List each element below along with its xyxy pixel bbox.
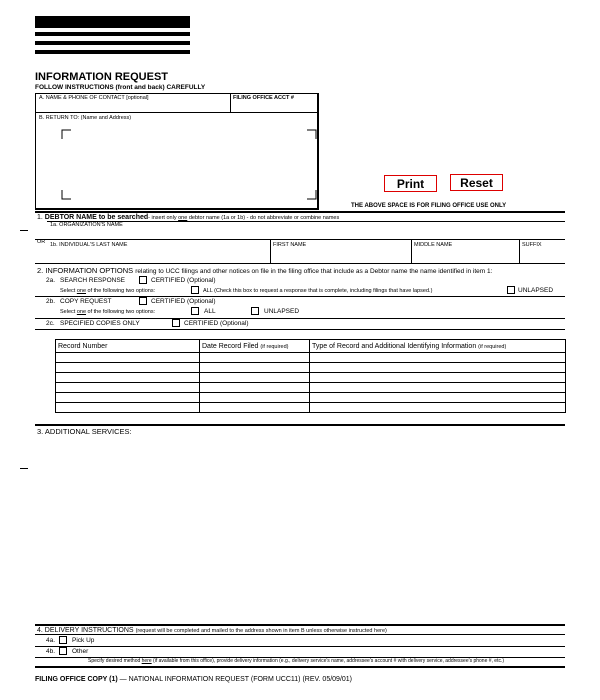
header-bar-2 <box>35 32 190 36</box>
specified-num: 2c. <box>46 320 55 327</box>
middle-name-divider <box>411 239 412 263</box>
footer-form-text: — NATIONAL INFORMATION REQUEST (FORM UCC11) (REV. 05/09/01) <box>117 676 352 683</box>
record-type-header-text: Type of Record and Additional Identifying Information <box>312 342 477 350</box>
footer-text <box>35 676 352 683</box>
debtor-note-one: one <box>178 215 188 221</box>
search-bottom-rule <box>35 296 565 297</box>
record-number-cell[interactable] <box>56 393 200 403</box>
middle-name-input[interactable] <box>414 252 515 260</box>
contact-input[interactable] <box>39 103 225 111</box>
search-certified-checkbox[interactable] <box>139 276 147 284</box>
specify-here: here <box>141 658 152 664</box>
search-select-one: one <box>76 288 87 294</box>
date-filed-header-text: Date Record Filed <box>202 342 259 350</box>
header-bar-1 <box>35 16 190 28</box>
specified-certified-label: CERTIFIED (Optional) <box>184 320 249 327</box>
section-1-top-rule <box>35 211 565 213</box>
debtor-title: DEBTOR NAME to be searched <box>44 214 149 221</box>
contact-divider <box>35 112 319 113</box>
records-header-row <box>56 340 566 353</box>
debtor-num: 1. <box>37 214 43 221</box>
instructions-text: FOLLOW INSTRUCTIONS (front and back) CAREFULLY <box>35 84 206 91</box>
middle-name-label: MIDDLE NAME <box>414 242 453 248</box>
date-filed-header <box>200 340 310 353</box>
return-to-input[interactable] <box>60 127 310 199</box>
reset-button[interactable]: Reset <box>450 174 503 191</box>
date-filed-header-note: (if required) <box>260 343 289 350</box>
options-heading <box>37 267 492 276</box>
suffix-divider <box>519 239 520 263</box>
date-filed-cell[interactable] <box>200 403 310 413</box>
record-number-cell[interactable] <box>56 383 200 393</box>
other-label: Other <box>72 648 89 655</box>
date-filed-cell[interactable] <box>200 383 310 393</box>
search-label: SEARCH RESPONSE <box>60 277 126 284</box>
pickup-bottom-rule <box>35 646 565 647</box>
table-row <box>56 363 566 373</box>
options-title-rest: relating to UCC filings and other notices on file in the filing office that include as a Debtor name the name identified in item 1: <box>135 268 493 275</box>
page-title: INFORMATION REQUEST <box>35 71 169 83</box>
copy-select-pre: Select <box>60 309 77 315</box>
section-4-top-rule <box>35 624 565 626</box>
date-filed-cell[interactable] <box>200 353 310 363</box>
other-checkbox[interactable] <box>59 647 67 655</box>
record-type-cell[interactable] <box>310 373 566 383</box>
bracket-bottom-right-icon <box>307 190 317 200</box>
copy-select-note <box>60 310 155 316</box>
header-bar-4 <box>35 50 190 54</box>
record-type-cell[interactable] <box>310 363 566 373</box>
record-number-header-text: Record Number <box>58 342 108 350</box>
table-row <box>56 373 566 383</box>
delivery-note: (request will be completed and mailed to the address shown in item B unless otherwise instructed here) <box>135 628 387 634</box>
footer-copy: FILING OFFICE COPY (1) <box>35 676 118 683</box>
table-row <box>56 353 566 363</box>
or-label: OR <box>37 239 46 245</box>
table-row <box>56 393 566 403</box>
date-filed-cell[interactable] <box>200 373 310 383</box>
specify-note <box>88 659 504 664</box>
copy-unlapsed-checkbox[interactable] <box>251 307 259 315</box>
org-name-label: 1a. ORGANIZATION'S NAME <box>50 222 123 228</box>
copy-certified-checkbox[interactable] <box>139 297 147 305</box>
table-row <box>56 403 566 413</box>
specified-bottom-rule <box>35 329 565 330</box>
margin-tick-bottom <box>20 468 28 469</box>
record-type-header-note: (if required) <box>478 343 507 350</box>
bracket-top-left-icon <box>61 129 71 139</box>
record-number-cell[interactable] <box>56 373 200 383</box>
last-name-label: 1b. INDIVIDUAL'S LAST NAME <box>50 242 128 248</box>
margin-tick-top <box>20 230 28 231</box>
delivery-title: 4. DELIVERY INSTRUCTIONS <box>37 627 134 634</box>
search-unlapsed-checkbox[interactable] <box>507 286 515 294</box>
record-number-cell[interactable] <box>56 403 200 413</box>
specified-certified-checkbox[interactable] <box>172 319 180 327</box>
record-number-header <box>56 340 200 353</box>
filing-office-note: THE ABOVE SPACE IS FOR FILING OFFICE USE ONLY <box>351 203 507 209</box>
debtor-note-post: debtor name (1a or 1b) - do not abbreviate or combine names <box>187 215 340 221</box>
search-all-checkbox[interactable] <box>191 286 199 294</box>
first-name-input[interactable] <box>273 252 407 260</box>
additional-services-input[interactable] <box>37 440 563 620</box>
record-type-header <box>310 340 566 353</box>
print-button[interactable]: Print <box>384 175 437 192</box>
contact-label: A. NAME & PHONE OF CONTACT [optional] <box>39 95 149 101</box>
first-name-divider <box>270 239 271 263</box>
copy-all-checkbox[interactable] <box>191 307 199 315</box>
search-num: 2a. <box>46 277 56 284</box>
suffix-input[interactable] <box>522 252 562 260</box>
search-unlapsed-label: UNLAPSED <box>518 287 554 294</box>
return-to-label: B. RETURN TO: (Name and Address) <box>39 115 132 121</box>
copy-certified-label: CERTIFIED (Optional) <box>151 298 216 305</box>
other-method-input[interactable] <box>105 648 560 656</box>
options-title: 2. INFORMATION OPTIONS <box>37 266 134 275</box>
suffix-label: SUFFIX <box>522 242 542 248</box>
section-3-top-rule <box>35 424 565 426</box>
records-table <box>55 339 566 413</box>
first-name-label: FIRST NAME <box>273 242 307 248</box>
acct-divider <box>230 93 231 112</box>
record-number-cell[interactable] <box>56 363 200 373</box>
last-name-input[interactable] <box>50 252 266 260</box>
record-type-cell[interactable] <box>310 353 566 363</box>
acct-input[interactable] <box>233 103 315 111</box>
record-number-cell[interactable] <box>56 353 200 363</box>
specify-post: (if available from this office), provide delivery information (e.g., delivery service's name, addressee's account # with delivery service, addressee's phone #, etc.) <box>151 658 505 664</box>
org-bottom-rule <box>35 239 565 240</box>
record-type-cell[interactable] <box>310 393 566 403</box>
copy-all-label: ALL <box>204 308 216 315</box>
section-1-bottom-rule <box>35 263 565 264</box>
org-top-rule <box>47 221 565 222</box>
search-select-pre: Select <box>60 288 77 294</box>
copy-num: 2b. <box>46 298 56 305</box>
search-select-post: of the following two options: <box>86 288 156 294</box>
copy-label: COPY REQUEST <box>60 298 112 305</box>
bracket-bottom-left-icon <box>61 190 71 200</box>
copy-select-one: one <box>76 309 87 315</box>
bracket-top-right-icon <box>307 129 317 139</box>
acct-label: FILING OFFICE ACCT # <box>233 95 294 101</box>
search-all-label: ALL (Check this box to request a response that is complete, including filings that have lapsed.) <box>203 288 433 294</box>
debtor-note-pre: - insert only <box>148 215 179 221</box>
record-type-cell[interactable] <box>310 403 566 413</box>
record-type-cell[interactable] <box>310 383 566 393</box>
pickup-num: 4a. <box>46 637 56 644</box>
delivery-subrule <box>35 634 565 635</box>
date-filed-cell[interactable] <box>200 363 310 373</box>
table-row <box>56 383 566 393</box>
specified-label: SPECIFIED COPIES ONLY <box>60 320 140 327</box>
other-num: 4b. <box>46 648 56 655</box>
search-select-note <box>60 289 155 295</box>
copy-select-post: of the following two options: <box>86 309 156 315</box>
header-bar-3 <box>35 41 190 45</box>
copy-unlapsed-label: UNLAPSED <box>264 308 300 315</box>
footer-rule <box>35 666 565 668</box>
pickup-checkbox[interactable] <box>59 636 67 644</box>
search-certified-label: CERTIFIED (Optional) <box>151 277 216 284</box>
date-filed-cell[interactable] <box>200 393 310 403</box>
pickup-label: Pick Up <box>72 637 95 644</box>
specify-pre: Specify desired method <box>88 658 142 664</box>
additional-services-label: 3. ADDITIONAL SERVICES: <box>37 427 132 436</box>
copy-bottom-rule <box>35 318 565 319</box>
org-name-input[interactable] <box>50 229 560 237</box>
